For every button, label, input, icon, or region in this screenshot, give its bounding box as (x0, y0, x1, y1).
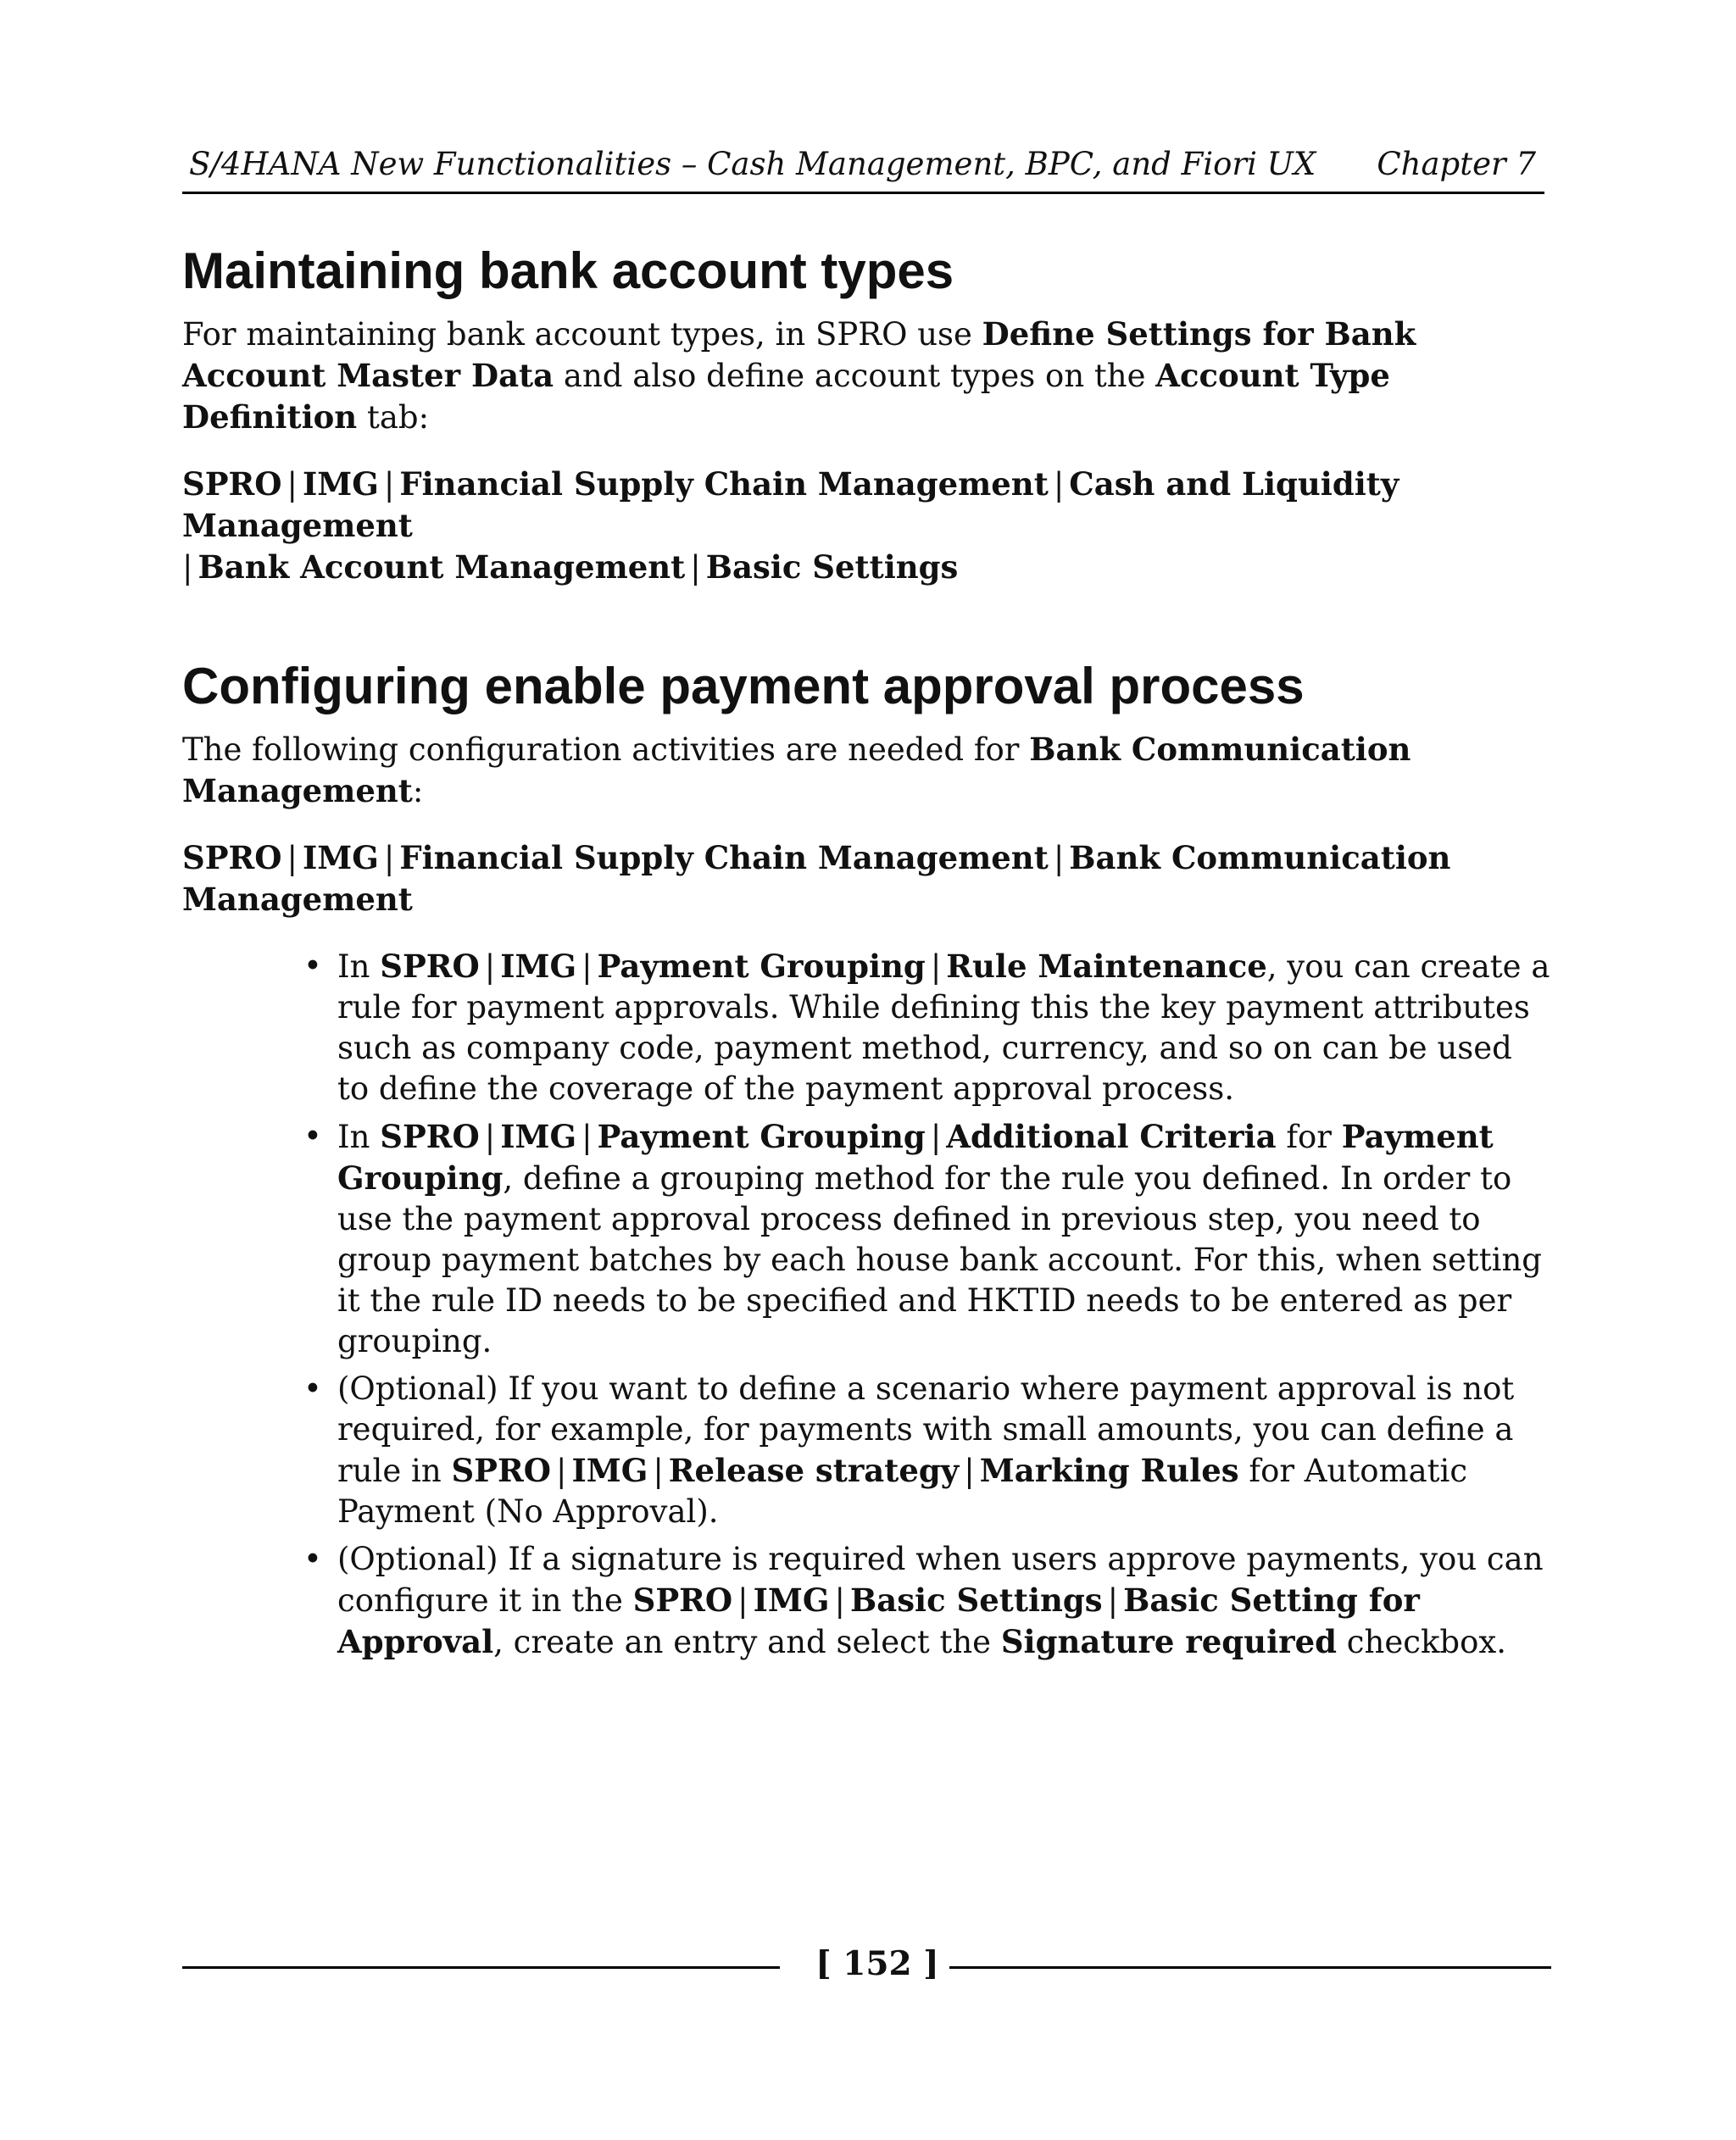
bold-term: Account Type Definition (182, 357, 1390, 436)
path-separator: | (930, 1119, 942, 1155)
text-run: for (1276, 1119, 1342, 1155)
path-step: SPRO (380, 1118, 480, 1155)
bold-term: Payment Grouping (337, 1118, 1494, 1197)
text-run: : (412, 773, 424, 809)
configuration-steps-list (303, 946, 1551, 1663)
list-item (303, 1369, 1551, 1532)
path-step: IMG (500, 1118, 577, 1155)
path-step: Basic Setting for Approval (337, 1581, 1420, 1660)
bold-term: Define Settings for Bank Account Master Data (182, 315, 1416, 394)
section2-menu-path (182, 837, 1551, 920)
chapter-label: Chapter 7 (1377, 146, 1536, 182)
path-step: IMG (303, 839, 379, 876)
running-header (182, 142, 1544, 194)
path-separator: | (555, 1453, 567, 1489)
text-run: for Automatic Payment (No Approval). (337, 1453, 1468, 1530)
path-separator: | (287, 840, 298, 876)
path-step: Basic Settings (849, 1581, 1103, 1619)
text-run: (Optional) If you want to define a scenario where payment approval is not required, for example, for payments with small amounts, you can define a rule in (337, 1370, 1515, 1489)
text-run: In (337, 948, 381, 985)
path-step: Bank Account Management (198, 548, 686, 586)
path-separator: | (182, 549, 193, 586)
path-separator: | (581, 948, 593, 985)
text-run: , define a grouping method for the rule you defined. In order to use the payment approval process defined in previous step, you need to group payment batches by each house bank account. For this, when setting it the rule ID needs to be specified and HKTID needs to be entered as per grouping. (337, 1160, 1542, 1359)
footer-rule-left (182, 1966, 780, 1969)
path-separator: | (581, 1119, 593, 1155)
list-item (303, 946, 1551, 1109)
path-step: IMG (571, 1452, 648, 1489)
path-separator: | (484, 948, 496, 985)
bullet-icon: • (303, 1370, 322, 1407)
path-step: IMG (500, 948, 577, 985)
path-separator: | (1107, 1582, 1119, 1619)
text-run: , create an entry and select the (493, 1624, 1001, 1660)
path-step: SPRO (182, 839, 282, 876)
text-run: , you can create a rule for payment approvals. While defining this the key payment attributes such as company code, payment method, currency, and so on can be used to define the coverage of the payment approval process. (337, 948, 1550, 1107)
path-separator: | (930, 948, 942, 985)
text-run: The following configuration activities are needed for (182, 731, 1030, 768)
book-title: S/4HANA New Functionalities – Cash Management, BPC, and Fiori UX (189, 146, 1316, 182)
path-step: Payment Grouping (597, 1118, 926, 1155)
path-step: Payment Grouping (597, 948, 926, 985)
path-step: Release strategy (668, 1452, 960, 1489)
bullet-icon: • (303, 1541, 322, 1577)
section1-menu-path (182, 464, 1551, 588)
path-step: SPRO (182, 465, 282, 503)
section-title-bank-account-types: Maintaining bank account types (182, 242, 954, 299)
path-separator: | (834, 1582, 845, 1619)
bullet-icon: • (303, 948, 322, 984)
bold-term: Bank Communication Management (182, 731, 1411, 809)
bold-term: Signature required (1000, 1623, 1338, 1660)
list-item (303, 1116, 1551, 1362)
path-step: SPRO (632, 1581, 733, 1619)
path-step: SPRO (451, 1452, 551, 1489)
path-step: SPRO (380, 948, 480, 985)
path-separator: | (1053, 840, 1065, 876)
path-step: Additional Criteria (946, 1118, 1277, 1155)
path-step: Financial Supply Chain Management (399, 839, 1049, 876)
path-separator: | (1053, 466, 1065, 503)
path-step: Bank Communication Management (182, 839, 1451, 918)
path-step: Marking Rules (979, 1452, 1239, 1489)
path-separator: | (383, 466, 395, 503)
path-step: Rule Maintenance (946, 948, 1267, 985)
path-step: Cash and Liquidity Management (182, 465, 1399, 544)
section-title-payment-approval: Configuring enable payment approval process (182, 658, 1305, 714)
path-separator: | (383, 840, 395, 876)
page-number: [ 152 ] (815, 1944, 939, 1983)
path-step: Financial Supply Chain Management (399, 465, 1049, 503)
text-run: and also define account types on the (554, 358, 1156, 394)
path-step: Basic Settings (705, 548, 959, 586)
section1-intro-paragraph (182, 314, 1551, 438)
path-separator: | (690, 549, 701, 586)
path-separator: | (653, 1453, 664, 1489)
text-run: (Optional) If a signature is required when users approve payments, you can configure it in the (337, 1541, 1544, 1619)
path-separator: | (737, 1582, 748, 1619)
text-run: In (337, 1119, 381, 1155)
text-run: tab: (357, 399, 430, 436)
path-step: IMG (753, 1581, 830, 1619)
section2-intro-paragraph (182, 729, 1551, 812)
footer-rule-right (949, 1966, 1551, 1969)
path-separator: | (484, 1119, 496, 1155)
page-footer (182, 1941, 1551, 1992)
path-separator: | (964, 1453, 975, 1489)
path-separator: | (287, 466, 298, 503)
path-step: IMG (303, 465, 379, 503)
list-item (303, 1539, 1551, 1663)
text-run: For maintaining bank account types, in SPRO use (182, 316, 982, 353)
bullet-icon: • (303, 1118, 322, 1154)
page-content (182, 241, 1551, 1670)
text-run: checkbox. (1337, 1624, 1506, 1660)
